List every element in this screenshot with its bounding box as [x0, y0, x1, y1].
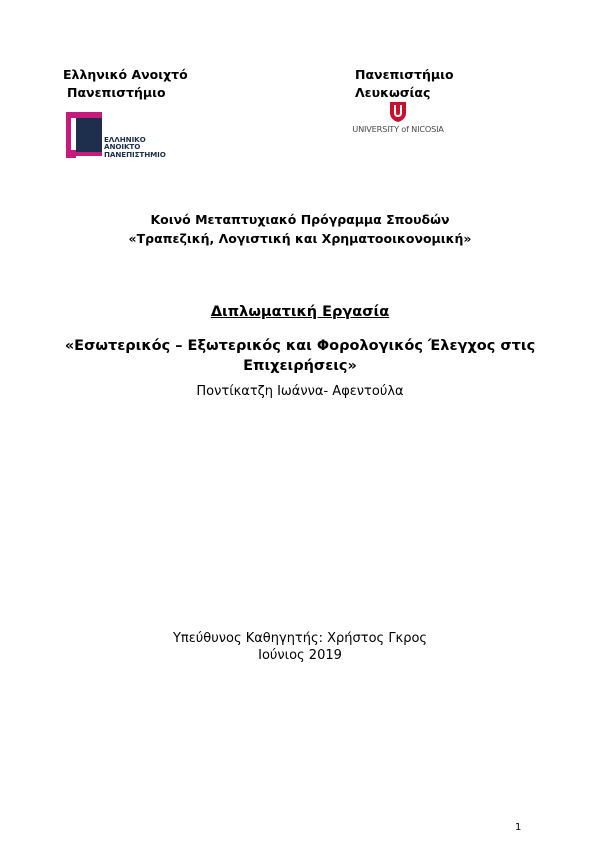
eap-logo [66, 112, 176, 158]
left-university-line2: Πανεπιστήμιο [67, 85, 166, 100]
right-university-line2: Λευκωσίας [355, 85, 431, 100]
right-university-line1: Πανεπιστήμιο [355, 67, 454, 82]
submission-date: Ιούνιος 2019 [258, 648, 342, 663]
unic-logo-text: UNIVERSITY of NICOSIA [352, 124, 444, 134]
thesis-type: Διπλωματική Εργασία [210, 304, 390, 320]
thesis-title [0, 336, 600, 376]
supervisor: Υπεύθυνος Καθηγητής: Χρήστος Γκρος [172, 631, 428, 646]
eap-logo-mark [66, 112, 106, 158]
left-university-line1: Ελληνικό Ανοιχτό [63, 67, 188, 82]
thesis-title-line2: Επιχειρήσεις» [243, 358, 357, 374]
thesis-title-line1: «Εσωτερικός – Εξωτερικός και Φορολογικός Έλεγχος στις [64, 338, 536, 354]
unic-logo [346, 102, 450, 138]
unic-shield-icon [389, 102, 407, 122]
programme-title [0, 210, 600, 248]
right-university-name [355, 66, 454, 102]
programme-line2: «Τραπεζική, Λογιστική και Χρηματοοικονομική» [128, 231, 472, 246]
eap-logo-text: ΕΛΛΗΝΙΚΟ ΑΝΟΙΚΤΟ ΠΑΝΕΠΙΣΤΗΜΙΟ [104, 135, 166, 159]
left-university-name [63, 66, 188, 102]
page-number: 1 [515, 822, 522, 833]
thesis-author: Ποντίκατζη Ιωάννα- Αφεντούλα [196, 384, 404, 399]
programme-line1: Κοινό Μεταπτυχιακό Πρόγραμμα Σπουδών [150, 212, 450, 227]
